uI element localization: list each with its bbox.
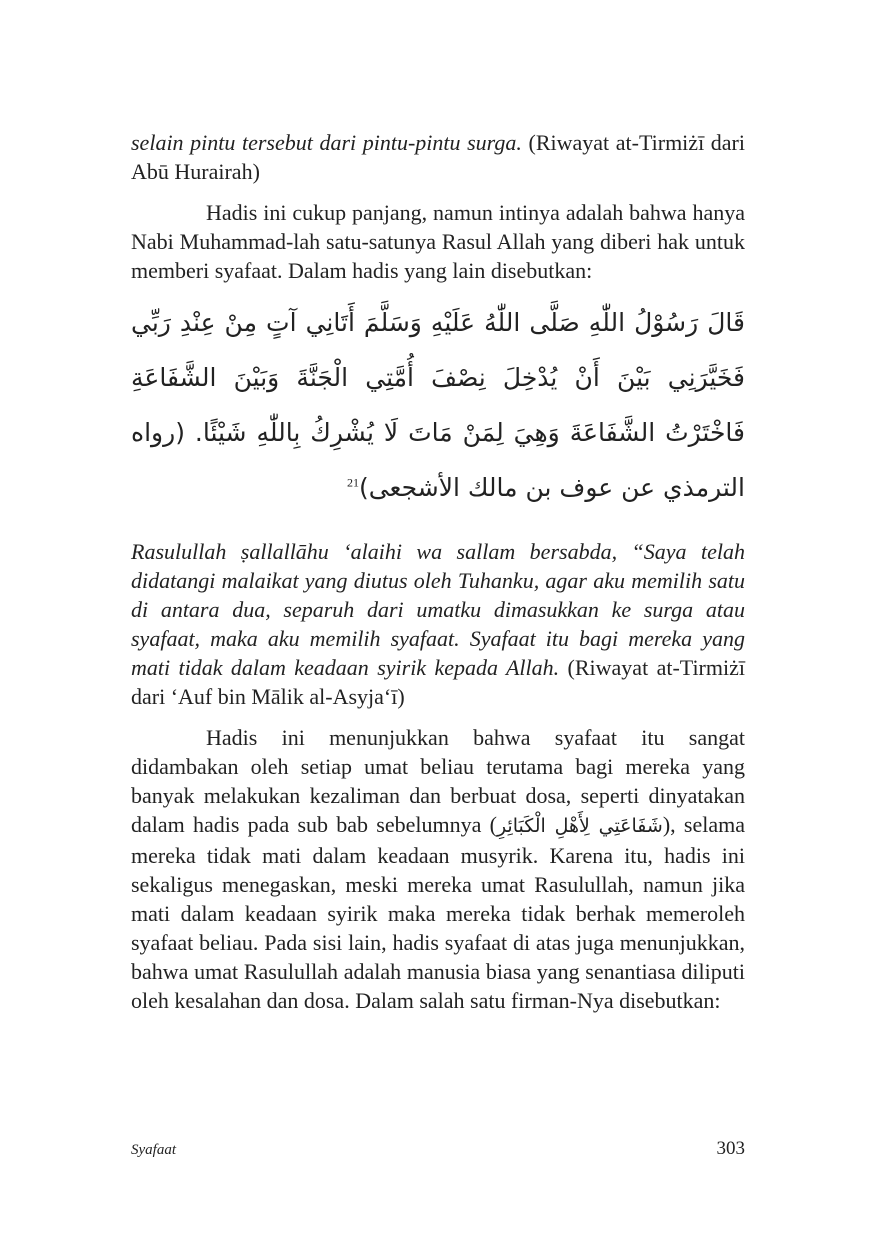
running-footer-chapter: Syafaat: [131, 1142, 176, 1158]
paragraph-text-after: ), selama mereka tidak mati dalam keadaan musyrik. Karena itu, hadis ini sekaligus menegaskan, meski mereka umat Rasulullah, namun jika mati dalam keadaan syirik maka mereka tidak berhak memeroleh syafaat beliau. Pada sisi lain, hadis syafaat di atas juga menunjukkan, bahwa umat Rasulullah adalah manusia biasa yang senantiasa diliputi oleh kesalahan dan dosa. Dalam salah satu firman-Nya disebutkan:: [131, 812, 745, 1013]
footnote-ref[interactable]: 21: [346, 475, 359, 490]
page-body: [131, 128, 745, 1015]
hadith-translation: [131, 537, 745, 711]
translation-italic: Rasulullah ṣallallāhu ‘alaihi wa sallam bersabda, “Saya telah didatangi malaikat yang diutus oleh Tuhanku, agar aku memilih satu di antara dua, separuh dari umatku dimasukkan ke surga atau syafaat, maka aku memilih syafaat. Syafaat itu bagi mereka yang mati tidak dalam keadaan syirik kepada Allah.: [131, 539, 745, 680]
hadith-translation-end: selain pintu tersebut dari pintu-pintu surga.: [131, 130, 522, 155]
hadith-source: (Riwayat at-Tirmiżī dari Abū Hurairah): [131, 130, 745, 184]
body-paragraph: Hadis ini cukup panjang, namun intinya adalah bahwa hanya Nabi Muhammad-lah satu-satunya Rasul Allah yang diberi hak untuk memberi syafaat. Dalam hadis yang lain disebutkan:: [131, 200, 745, 283]
body-paragraph: [131, 723, 745, 1015]
page-footer: [131, 1138, 745, 1160]
paragraph-text-before: Hadis ini menunjukkan bahwa syafaat itu sangat didambakan oleh setiap umat beliau terutama bagi mereka yang banyak melakukan kezaliman dan berbuat dosa, seperti dinyatakan dalam hadis pada sub bab sebelumnya (: [131, 725, 745, 837]
narration-paragraph: [131, 128, 745, 186]
page-number: 303: [716, 1138, 745, 1159]
arabic-inline-quote: شَفَاعَتِي لِأَهْلِ الْكَبَائِرِ: [496, 815, 663, 837]
translation-source: (Riwayat at-Tirmiżī dari ‘Auf bin Mālik al-Asyja‘ī): [131, 655, 745, 709]
arabic-hadith-text: قَالَ رَسُوْلُ اللّٰهِ صَلَّى اللّٰهُ عَلَيْهِ وَسَلَّمَ أَتَانِي آتٍ مِنْ عِنْدِ رَبِّي فَخَيَّرَنِي بَيْنَ أَنْ يُدْخِلَ نِصْفَ أُمَّتِي الْجَنَّةَ وَبَيْنَ الشَّفَاعَةِ فَاخْتَرْتُ الشَّفَاعَةَ وَهِيَ لِمَنْ مَاتَ لَا يُشْرِكُ بِاللّٰهِ شَيْئًا. (رواه الترمذي عن عوف بن مالك الأشجعى): [131, 308, 745, 502]
arabic-hadith: [131, 295, 745, 515]
